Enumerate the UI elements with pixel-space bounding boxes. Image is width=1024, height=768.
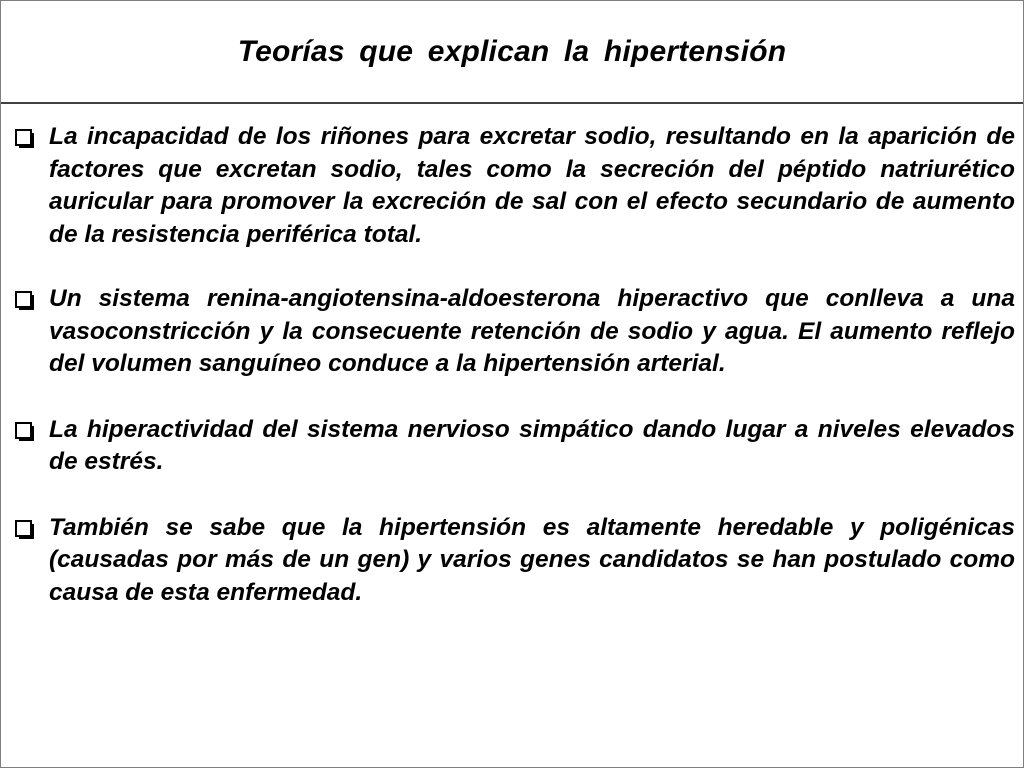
spacer	[15, 381, 1015, 414]
bullet-item	[15, 414, 1015, 479]
bullet-list	[15, 121, 1015, 609]
slide-title: Teorías que explican la hipertensión	[237, 34, 787, 68]
spacer	[15, 251, 1015, 283]
bullet-text: La hiperactividad del sistema nervioso simpático dando lugar a niveles elevados de estrés.	[49, 415, 1015, 475]
checkbox-square-icon	[15, 291, 35, 311]
bullet-item	[15, 512, 1015, 610]
checkbox-square-icon	[15, 422, 35, 442]
bullet-text: Un sistema renina-angiotensina-aldoesterona hiperactivo que conlleva a una vasoconstricción y la consecuente retención de sodio y agua. El aumento reflejo del volumen sanguíneo conduce a la hipertensión arterial.	[49, 285, 1015, 377]
bullet-text: La incapacidad de los riñones para excretar sodio, resultando en la aparición de factores que excretan sodio, tales como la secreción del péptido natriurético auricular para promover la excreción de sal con el efecto secundario de aumento de la resistencia periférica total.	[49, 123, 1015, 248]
checkbox-square-icon	[15, 520, 35, 540]
bullet-item	[15, 121, 1015, 251]
bullet-text: También se sabe que la hipertensión es altamente heredable y poligénicas (causadas por más de un gen) y varios genes candidatos se han postulado como causa de esta enfermedad.	[49, 513, 1015, 606]
bullet-item	[15, 283, 1015, 381]
checkbox-square-icon	[15, 129, 35, 149]
title-bar	[1, 1, 1023, 104]
spacer	[15, 479, 1015, 512]
